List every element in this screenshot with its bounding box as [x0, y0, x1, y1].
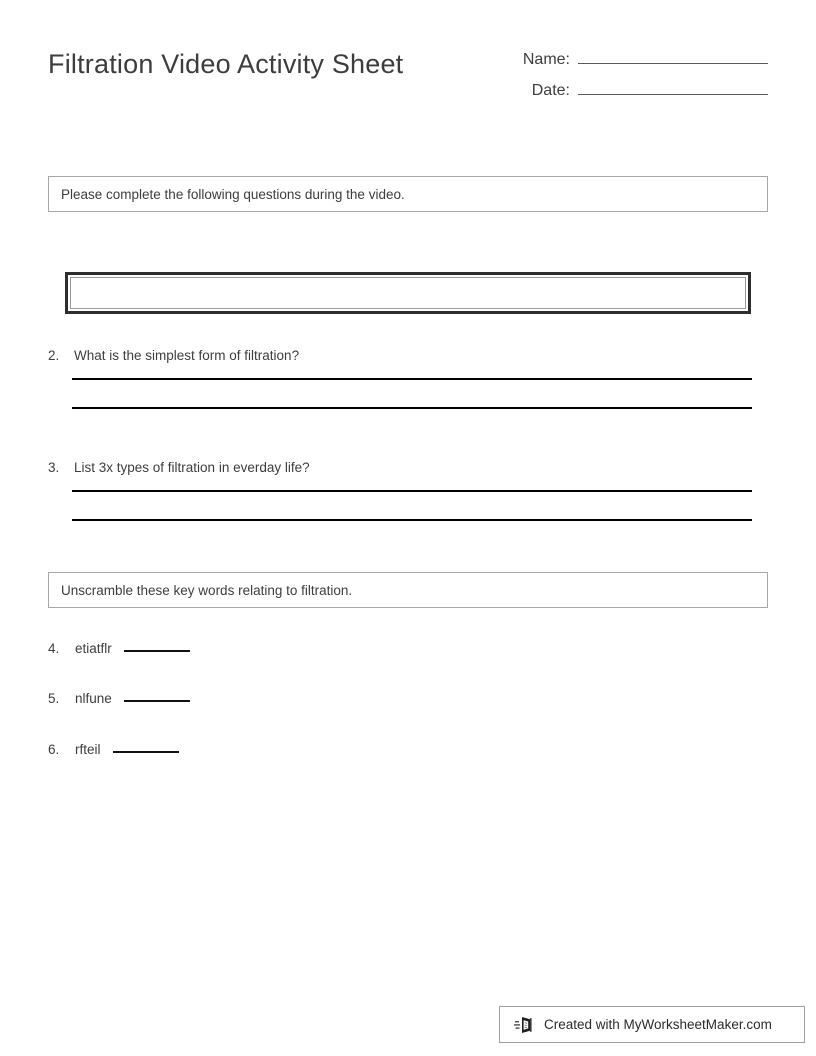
- instruction-text-2: Unscramble these key words relating to filtration.: [61, 582, 353, 598]
- scramble-item-5-answer-blank[interactable]: [124, 690, 190, 702]
- scramble-item-6-number: 6.: [48, 742, 60, 757]
- scramble-item-4-word: etiatflr: [75, 641, 112, 656]
- scramble-item-4-answer-blank[interactable]: [124, 640, 190, 652]
- question-2: [48, 348, 768, 436]
- footer-attribution-badge[interactable]: [499, 1006, 805, 1043]
- date-label: Date:: [531, 82, 570, 99]
- selected-answer-box[interactable]: [65, 272, 751, 314]
- question-2-answer-area: [48, 378, 768, 409]
- scramble-item-5: [48, 691, 190, 706]
- date-row: [498, 81, 768, 100]
- worksheet-header: [48, 44, 768, 112]
- answer-line[interactable]: [72, 490, 752, 492]
- scramble-item-6: [48, 742, 179, 757]
- instruction-banner-1: [48, 176, 768, 212]
- scramble-item-6-answer-blank[interactable]: [113, 741, 179, 753]
- date-input-line[interactable]: [578, 81, 768, 95]
- answer-line[interactable]: [72, 378, 752, 380]
- answer-line[interactable]: [72, 519, 752, 521]
- worksheet-pages-icon: [514, 1014, 536, 1036]
- question-3-answer-area: [48, 490, 768, 521]
- selected-answer-box-field[interactable]: [70, 277, 746, 309]
- question-2-heading: [48, 348, 768, 363]
- question-3: [48, 460, 768, 548]
- instruction-banner-2: [48, 572, 768, 608]
- name-row: [498, 50, 768, 69]
- name-label: Name:: [522, 51, 570, 68]
- question-2-number: 2.: [48, 348, 60, 363]
- page-title: Filtration Video Activity Sheet: [48, 49, 404, 79]
- answer-line[interactable]: [72, 407, 752, 409]
- scramble-item-4: [48, 641, 190, 656]
- footer-attribution-text: Created with MyWorksheetMaker.com: [544, 1017, 772, 1032]
- instruction-text-1: Please complete the following questions during the video.: [61, 186, 405, 202]
- scramble-item-6-word: rfteil: [75, 742, 101, 757]
- scramble-item-5-word: nlfune: [75, 691, 112, 706]
- name-input-line[interactable]: [578, 50, 768, 64]
- question-3-heading: [48, 460, 768, 475]
- question-2-text: What is the simplest form of filtration?: [74, 348, 300, 363]
- question-3-text: List 3x types of filtration in everday life?: [74, 460, 310, 475]
- name-date-block: [498, 44, 768, 112]
- scramble-item-5-number: 5.: [48, 691, 60, 706]
- question-3-number: 3.: [48, 460, 60, 475]
- scramble-item-4-number: 4.: [48, 641, 60, 656]
